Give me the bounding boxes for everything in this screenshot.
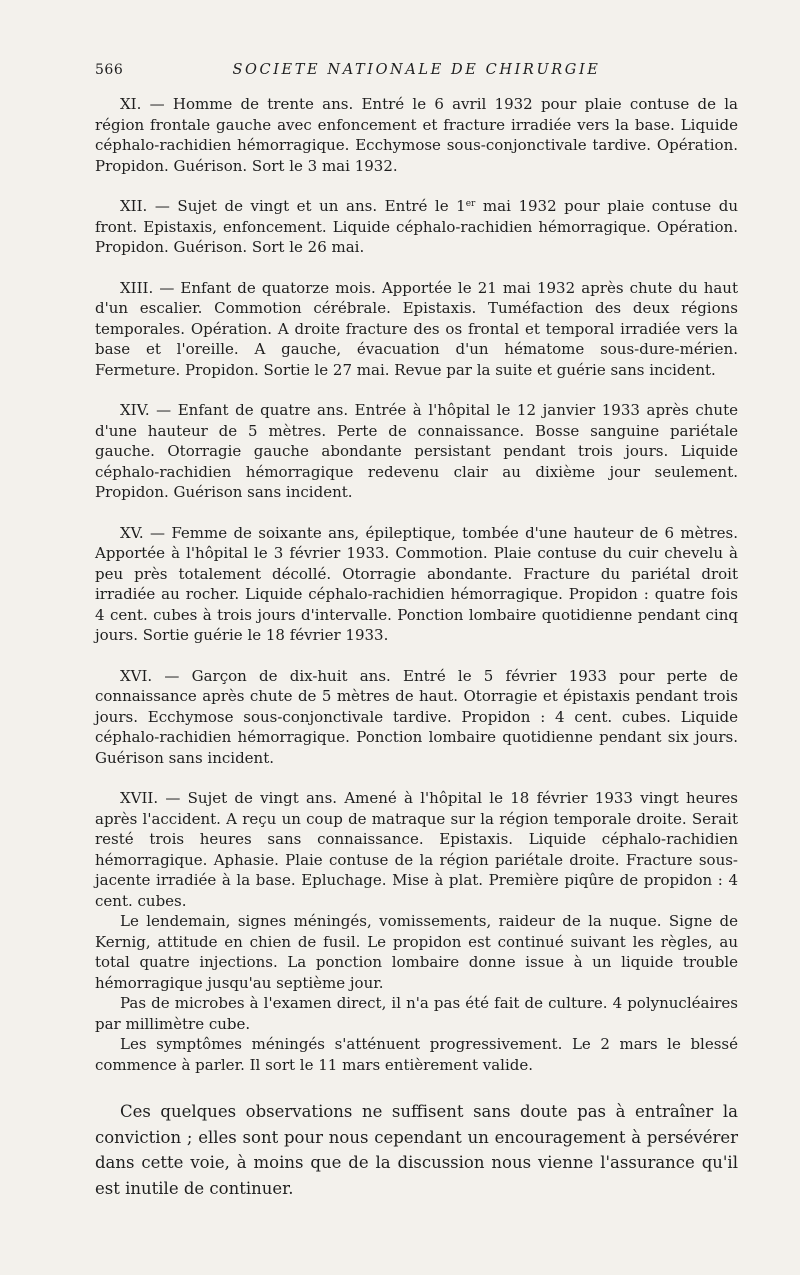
observation-paragraph: Le lendemain, signes méningés, vomissements, raideur de la nuque. Signe de Kernig, attitude en chien de fusil. Le propidon est continué suivant les règles, au total quatre injections. La ponction lombaire donne issue à un liquide trouble hémorragique jusqu'au septième jour. xyxy=(95,912,738,992)
observation-xiii xyxy=(95,278,738,381)
observation-text: XII. — Sujet de vingt et un ans. Entré le 1 xyxy=(120,197,466,215)
observation-paragraph: XIII. — Enfant de quatorze mois. Apportée le 21 mai 1932 après chute du haut d'un escalier. Commotion cérébrale. Epistaxis. Tuméfaction des deux régions temporales. Opération. A droite fracture des os frontal et temporal irradiée vers la base et l'oreille. A gauche, évacuation d'un hématome sous-dure-mérien. Fermeture. Propidon. Sortie le 27 mai. Revue par la suite et guérie sans incident. xyxy=(95,278,738,379)
running-head: SOCIETE NATIONALE DE CHIRURGIE xyxy=(232,62,601,78)
observation-xvii xyxy=(95,788,738,1075)
observation-xii xyxy=(95,196,738,258)
page xyxy=(95,62,738,1201)
observation-xi xyxy=(95,94,738,176)
observation-xv xyxy=(95,523,738,646)
observation-paragraph: XV. — Femme de soixante ans, épileptique, tombée d'une hauteur de 6 mètres. Apportée à l'hôpital le 3 février 1933. Commotion. Plaie contuse du cuir chevelu à peu près totalement décollé. Otorragie abondante. Fracture du pariétal droit irradiée au rocher. Liquide céphalo-rachidien hémorragique. Propidon : quatre fois 4 cent. cubes à trois jours d'intervalle. Ponction lombaire quotidienne pendant cinq jours. Sortie guérie le 18 février 1933. xyxy=(95,523,738,644)
observation-paragraph: Les symptômes méningés s'atténuent progressivement. Le 2 mars le blessé commence à parler. Il sort le 11 mars entièrement valide. xyxy=(95,1035,738,1074)
observation-paragraph xyxy=(95,196,738,258)
observation-xiv xyxy=(95,400,738,503)
observation-text: mai 1932 pour plaie contuse du front. Epistaxis, enfoncement. Liquide céphalo-rachidien hémorragique. Opération. Propidon. Guérison. Sort le 26 mai. xyxy=(95,197,738,256)
page-header xyxy=(95,62,738,84)
observation-paragraph: XIV. — Enfant de quatre ans. Entrée à l'hôpital le 12 janvier 1933 après chute d'une hauteur de 5 mètres. Perte de connaissance. Bosse sanguine pariétale gauche. Otorragie gauche abondante persistant pendant trois jours. Liquide céphalo-rachidien hémorragique redevenu clair au dixième jour seulement. Propidon. Guérison sans incident. xyxy=(95,401,738,501)
observation-paragraph: Pas de microbes à l'examen direct, il n'a pas été fait de culture. 4 polynucléaires par millimètre cube. xyxy=(95,994,738,1033)
page-number: 566 xyxy=(95,62,124,78)
conclusion xyxy=(95,1099,738,1201)
conclusion-paragraph: Ces quelques observations ne suffisent sans doute pas à entraîner la conviction ; elles sont pour nous cependant un encouragement à persévérer dans cette voie, à moins que de la discussion nous vienne l'assurance qu'il est inutile de continuer. xyxy=(95,1102,738,1198)
observation-paragraph: XI. — Homme de trente ans. Entré le 6 avril 1932 pour plaie contuse de la région frontale gauche avec enfoncement et fracture irradiée vers la base. Liquide céphalo-rachidien hémorragique. Ecchymose sous-conjonctivale tardive. Opération. Propidon. Guérison. Sort le 3 mai 1932. xyxy=(95,95,738,175)
observation-paragraph: XVI. — Garçon de dix-huit ans. Entré le 5 février 1933 pour perte de connaissance après chute de 5 mètres de haut. Otorragie et épistaxis pendant trois jours. Ecchymose sous-conjonctivale tardive. Propidon : 4 cent. cubes. Liquide céphalo-rachidien hémorragique. Ponction lombaire quotidienne pendant six jours. Guérison sans incident. xyxy=(95,666,738,767)
ordinal-superscript: er xyxy=(465,199,476,209)
observation-xvi xyxy=(95,666,738,769)
observation-paragraph: XVII. — Sujet de vingt ans. Amené à l'hôpital le 18 février 1933 vingt heures après l'accident. A reçu un coup de matraque sur la région temporale droite. Serait resté trois heures sans connaissance. Epistaxis. Liquide céphalo-rachidien hémorragique. Aphasie. Plaie contuse de la région pariétale droite. Fracture sous-jacente irradiée à la base. Epluchage. Mise à plat. Première piqûre de propidon : 4 cent. cubes. xyxy=(95,789,738,910)
